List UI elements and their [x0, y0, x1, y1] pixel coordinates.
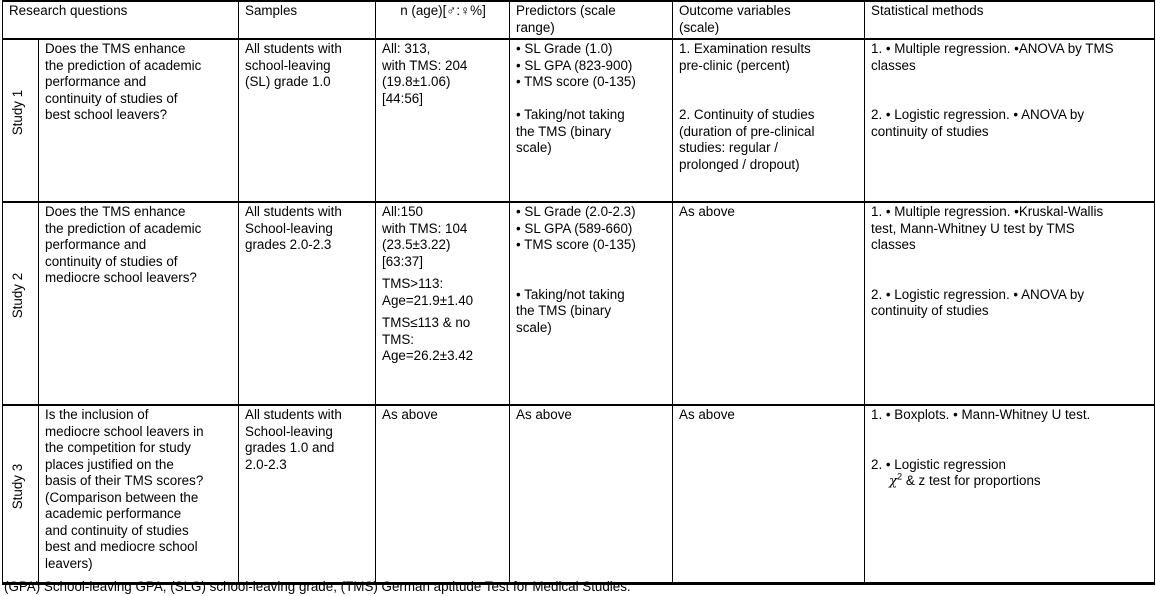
study-1-method-line: classes — [871, 57, 916, 73]
header-predictors-line1: Predictors (scale — [516, 3, 616, 18]
study-3-question-line: leavers) — [45, 555, 93, 571]
study-1-sample-line: school-leaving — [245, 57, 331, 73]
study-2-question-line: mediocre school leavers? — [45, 270, 197, 285]
study-2-sample-line: All students with — [245, 204, 342, 219]
study-2-predictor-line: • TMS score (0-135) — [516, 237, 636, 252]
study-1-methods — [865, 39, 1155, 202]
study-1-label: Study 1 — [9, 90, 25, 136]
study-1-n-age — [376, 39, 510, 202]
study-1-n-line: [44:56] — [382, 90, 423, 106]
study-1-question-line: Does the TMS enhance — [45, 41, 186, 56]
study-3-question-line: and continuity of studies — [45, 522, 189, 538]
study-3-sample-line: grades 1.0 and — [245, 440, 335, 455]
study-1-predictor-line: scale) — [516, 140, 552, 155]
study-1-method-line: 2. • Logistic regression. • ANOVA by — [871, 107, 1085, 122]
header-predictors — [510, 1, 673, 39]
study-3-sample-line: 2.0-2.3 — [245, 456, 287, 472]
study-2-sample — [239, 202, 376, 405]
study-3-label-cell — [3, 405, 39, 584]
study-2-method-line: 2. • Logistic regression. • ANOVA by — [871, 286, 1085, 302]
study-1-outcome-line: pre-clinic (percent) — [679, 57, 790, 73]
study-1-method-line: continuity of studies — [871, 123, 989, 139]
header-samples: Samples — [239, 1, 376, 39]
header-research-questions: Research questions — [3, 1, 239, 39]
study-2-method-line: 1. • Multiple regression. •Kruskal-Wallis — [871, 204, 1104, 219]
study-3-question-line: the competition for study — [45, 440, 191, 455]
study-1-outcome — [673, 39, 865, 202]
study-3-label: Study 3 — [9, 463, 25, 509]
header-outcome-line2: (scale) — [679, 19, 720, 35]
table-row-study-3 — [3, 405, 1155, 584]
study-1-n-line: with TMS: 204 — [382, 57, 468, 73]
study-1-outcome-line: 2. Continuity of studies — [679, 107, 815, 122]
study-2-predictors — [510, 202, 673, 405]
study-2-sample-line: grades 2.0-2.3 — [245, 237, 332, 252]
study-design-table — [2, 0, 1155, 585]
study-2-n-line: Age=26.2±3.42 — [382, 348, 474, 363]
chi-superscript: 2 — [897, 471, 903, 482]
study-3-method-line: 1. • Boxplots. • Mann-Whitney U test. — [871, 407, 1091, 422]
study-2-n-line: TMS≤113 & no — [382, 315, 471, 330]
study-3-method-line: 2. • Logistic regression — [871, 456, 1006, 472]
header-outcome — [673, 1, 865, 39]
study-3-method-chi-rest: & z test for proportions — [902, 473, 1041, 488]
study-3-question-line: places justified on the — [45, 456, 174, 472]
study-1-outcome-line: studies: regular / — [679, 140, 779, 155]
chi-symbol: χ — [889, 474, 898, 489]
study-2-methods — [865, 202, 1155, 405]
study-1-method-line: 1. • Multiple regression. •ANOVA by TMS — [871, 41, 1114, 56]
study-1-question-line: performance and — [45, 74, 147, 89]
study-design-table-wrapper — [2, 0, 1154, 585]
study-2-method-line: continuity of studies — [871, 303, 989, 318]
study-2-sample-line: School-leaving — [245, 220, 333, 236]
study-2-n-line: TMS>113: — [382, 276, 444, 291]
study-3-question — [39, 405, 239, 584]
study-2-question-line: Does the TMS enhance — [45, 204, 186, 219]
study-1-question-line: best school leavers? — [45, 107, 168, 122]
study-2-n-line: All:150 — [382, 204, 423, 219]
study-1-sample-line: All students with — [245, 41, 342, 56]
study-2-label-cell — [3, 202, 39, 405]
study-1-outcome-line: prolonged / dropout) — [679, 156, 800, 172]
study-1-question — [39, 39, 239, 202]
table-footnote: (GPA) School-leaving GPA; (SLG) school-leaving grade; (TMS) German aptitude Test for Medical Studies. — [4, 579, 631, 594]
study-1-predictor-line: the TMS (binary — [516, 123, 612, 139]
study-1-outcome-line: 1. Examination results — [679, 41, 811, 56]
study-3-n-age: As above — [376, 405, 510, 584]
study-1-predictor-line: • Taking/not taking — [516, 107, 625, 122]
study-2-predictor-line: • Taking/not taking — [516, 286, 625, 302]
table-row-study-2 — [3, 202, 1155, 405]
study-2-question-line: the prediction of academic — [45, 220, 202, 236]
study-2-label: Study 2 — [9, 273, 25, 319]
study-1-outcome-line: (duration of pre-clinical — [679, 123, 815, 139]
study-3-question-line: mediocre school leavers in — [45, 423, 204, 439]
header-predictors-line2: range) — [516, 19, 555, 35]
study-2-n-line: [63:37] — [382, 253, 423, 269]
study-1-question-line: the prediction of academic — [45, 57, 202, 73]
study-3-question-line: academic performance — [45, 506, 182, 521]
study-1-question-line: continuity of studies of — [45, 90, 178, 106]
study-3-sample-line: All students with — [245, 407, 342, 422]
study-2-question-line: continuity of studies of — [45, 253, 178, 269]
study-2-predictor-line: • SL Grade (2.0-2.3) — [516, 204, 636, 219]
study-1-predictor-line: • TMS score (0-135) — [516, 74, 636, 89]
study-3-sample-line: School-leaving — [245, 423, 333, 439]
study-2-n-line: Age=21.9±1.40 — [382, 292, 474, 308]
study-2-method-line: classes — [871, 237, 916, 252]
study-3-question-line: Is the inclusion of — [45, 407, 149, 422]
study-1-label-cell — [3, 39, 39, 202]
study-3-outcome: As above — [673, 405, 865, 584]
study-2-n-line: (23.5±3.22) — [382, 237, 451, 252]
study-3-sample — [239, 405, 376, 584]
study-3-predictors: As above — [510, 405, 673, 584]
header-row — [3, 1, 1155, 39]
study-1-predictor-line: • SL Grade (1.0) — [516, 41, 613, 56]
study-3-method-chi-line — [871, 473, 1149, 491]
study-3-question-line: (Comparison between the — [45, 489, 199, 505]
study-2-outcome: As above — [673, 202, 865, 405]
study-1-sample — [239, 39, 376, 202]
study-2-question-line: performance and — [45, 237, 147, 252]
study-2-n-line: TMS: — [382, 331, 415, 347]
study-1-n-line: All: 313, — [382, 41, 431, 56]
study-2-predictor-line: the TMS (binary — [516, 303, 612, 318]
table-row-study-1 — [3, 39, 1155, 202]
header-n-age: n (age)[♂:♀%] — [376, 1, 510, 39]
study-1-n-line: (19.8±1.06) — [382, 74, 451, 89]
header-outcome-line1: Outcome variables — [679, 3, 791, 18]
study-3-question-line: basis of their TMS scores? — [45, 473, 204, 488]
study-1-predictors — [510, 39, 673, 202]
study-2-n-age — [376, 202, 510, 405]
study-2-n-line: with TMS: 104 — [382, 220, 468, 236]
study-2-predictor-line: • SL GPA (589-660) — [516, 220, 633, 236]
study-3-methods — [865, 405, 1155, 584]
header-methods: Statistical methods — [865, 1, 1155, 39]
study-3-question-line: best and mediocre school — [45, 539, 198, 554]
study-1-predictor-line: • SL GPA (823-900) — [516, 57, 633, 73]
study-2-question — [39, 202, 239, 405]
study-1-sample-line: (SL) grade 1.0 — [245, 74, 331, 89]
study-2-method-line: test, Mann-Whitney U test by TMS — [871, 220, 1075, 236]
study-2-predictor-line: scale) — [516, 319, 552, 335]
